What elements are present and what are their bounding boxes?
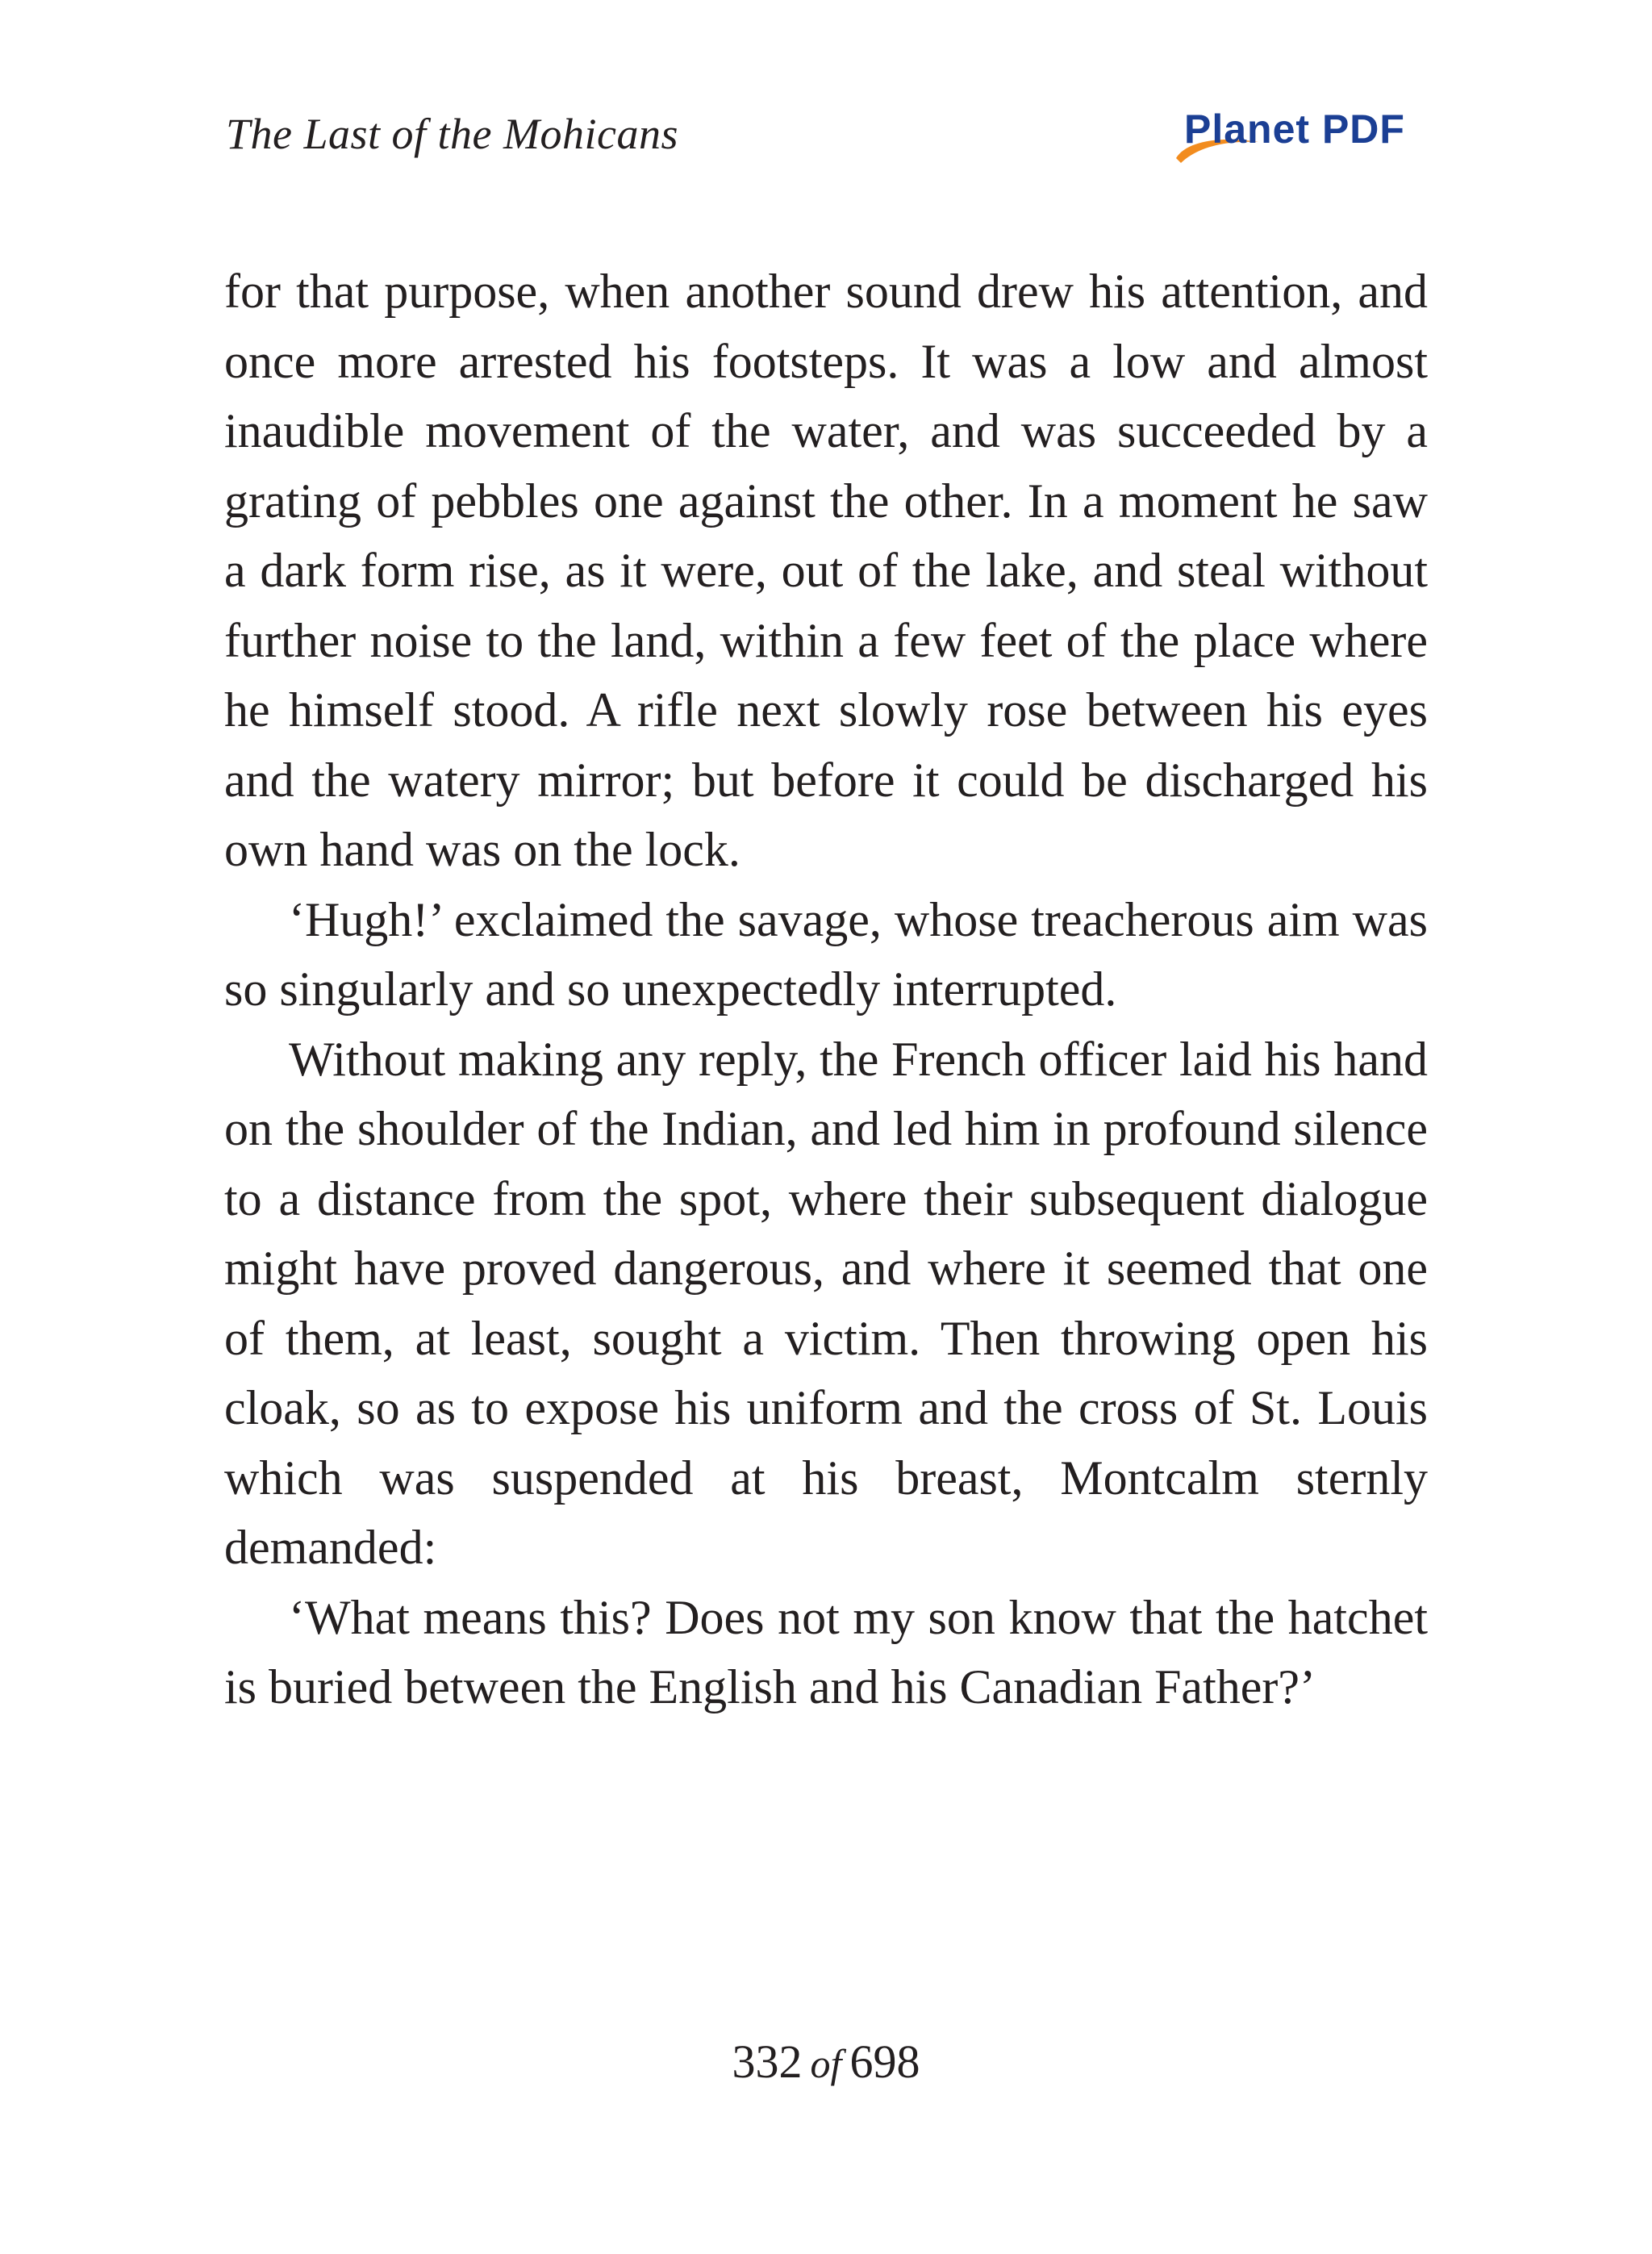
page-body [224, 257, 1428, 1722]
paragraph-4: ‘What means this? Does not my son know that the hatchet is buried between the English and his Canadian Father?’ [224, 1590, 1428, 1713]
book-title: The Last of the Mohicans [226, 110, 678, 158]
logo-text: Planet PDF [1184, 106, 1405, 152]
paragraph-1: for that purpose, when another sound drew his attention, and once more arrested his footsteps. It was a low and almost inaudible movement of the water, and was succeeded by a grating of pebbles one against the other. In a moment he saw a dark form rise, as it were, out of the lake, and steal without further noise to the land, within a few feet of the place where he himself stood. A rifle next slowly rose between his eyes and the watery mirror; but before it could be discharged his own hand was on the lock. [224, 265, 1428, 876]
page-number [0, 2033, 1652, 2093]
current-page: 332 [732, 2035, 803, 2088]
paragraph-3: Without making any reply, the French officer laid his hand on the shoulder of the Indian, and led him in profound silence to a distance from the spot, where their subsequent dialogue might have proved dangerous, and where it seemed that one of them, at least, sought a victim. Then throwing open his cloak, so as to expose his uniform and the cross of St. Louis which was suspended at his breast, Montcalm sternly demanded: [224, 1032, 1428, 1574]
planet-pdf-logo [1170, 103, 1428, 168]
of-label: of [810, 2041, 842, 2086]
paragraph-2: ‘Hugh!’ exclaimed the savage, whose treacherous aim was so singularly and so unexpectedly interrupted. [224, 892, 1428, 1016]
total-pages: 698 [849, 2035, 920, 2088]
